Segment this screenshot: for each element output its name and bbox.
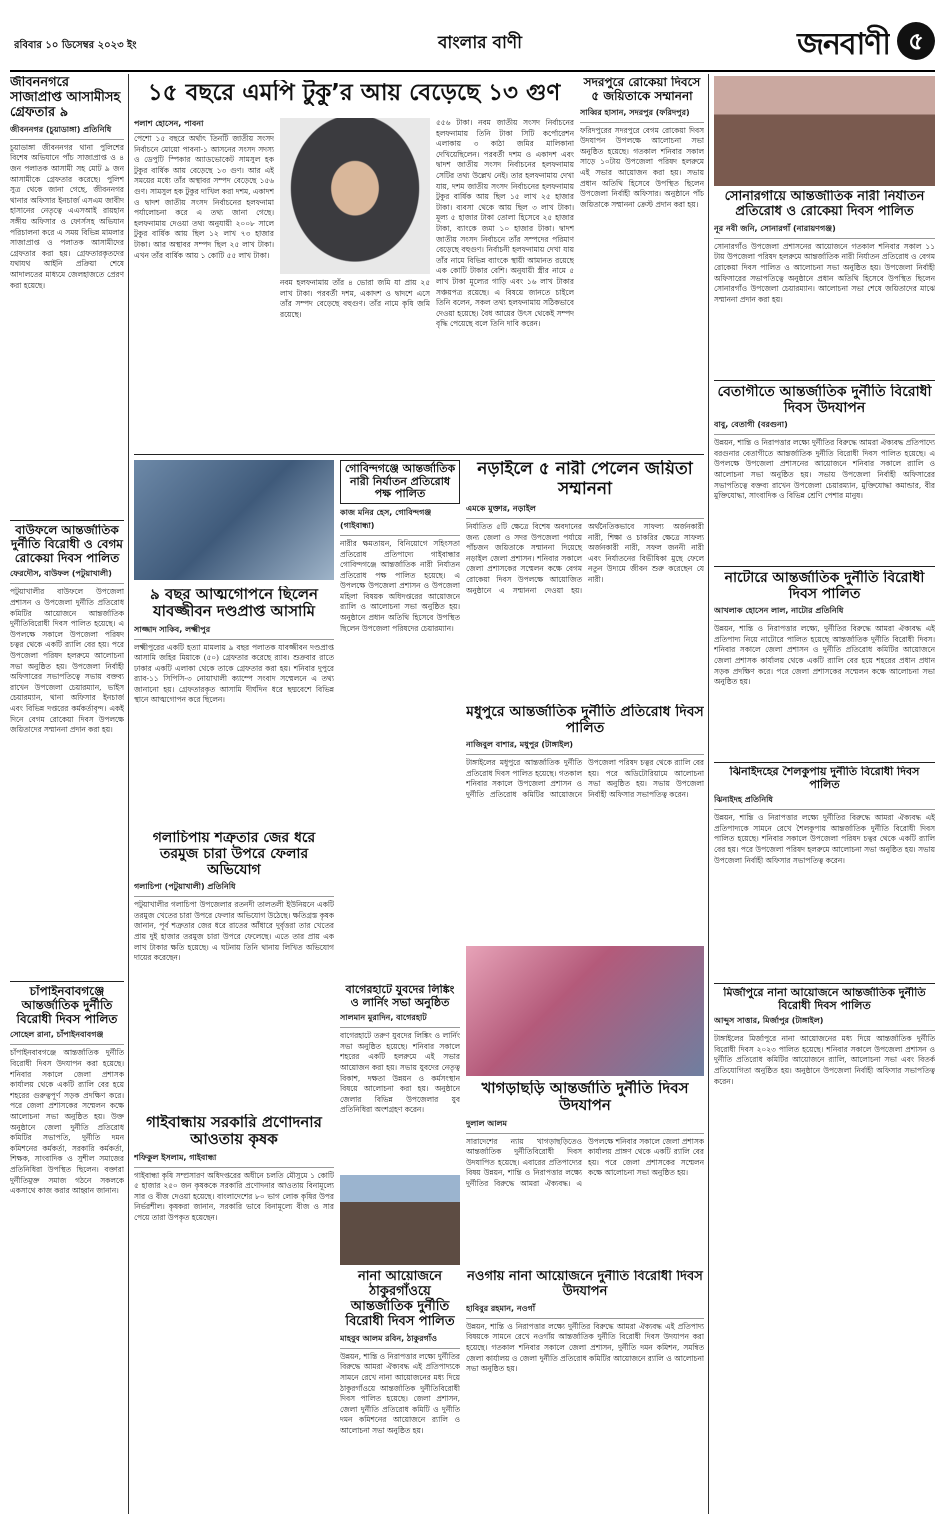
column-divider [128,74,129,1514]
article-body: গাইবান্ধা কৃষি সম্প্রসারণ অধিদপ্তরের অধীনে চলতি মৌসুমে ১ কোটি ৫ হাজার ২৫০ জন কৃষককে সরকারি প্রণোদনার আওতায় বিনামূল্যে সার ও বীজ দেওয়া হয়েছে। বাংলাদেশের ৮০ ভাগ লোক কৃষির উপর নির্ভরশীল। কৃষকরা জানান, সরকারি ভাবে বিনামূল্যে বীজ ও সার পেয়ে তারা উপকৃত হয়েছেন। [134,1170,334,1222]
headline: বাউফলে আন্তর্জাতিক দুর্নীতি বিরোধী ও বেগম রোকেয়া দিবস পালিত [11,524,123,565]
byline: সালমান মুরাদিন, বাগেরহাট [340,1012,460,1028]
byline: নাজিবুল বাশার, মধুপুর (টাঙ্গাইল) [466,739,704,755]
lead-col-2: ৫৫৬ টাকা। নবম জাতীয় সংসদ নির্বাচনের হলফনামায় তিনি টাকা সিটি কর্পোরেশন এলাকায় ৩ কাঠা জমির মালিকানা দেখিয়েছিলেন। পরবর্তী দশম ও একাদশ এবং দ্বাদশ জাতীয় সংসদ নির্বাচনের হলফনামায় সেটির তথ্য উল্লেখ নেই। তার হলফনামায় দেখা যায়, দশম জাতীয় সংসদ নির্বাচনের হলফনামায় টুকুর বার্ষিক আয় ছিল ১৫ লাখ ২৫ হাজার টাকা। ব্যবসা থেকে আয় ছিল ৩ লাখ টাকা। মূল্য ৫ হাজার টাকা তোলা হিসেবে ২৫ হাজার টাকা, ব্যাংকে জমা ১০ হাজার টাকা। দ্বাদশ জাতীয় সংসদ নির্বাচনে তাঁর সম্পদের পরিমাণ বেড়েছে বহুগুণ। নির্বাচনী হলফনামায় দেখা যায় তাঁর নামে বিভিন্ন ব্যাংকে স্থায়ী আমানত রয়েছে এক কোটি টাকার বেশি। অনুযায়ী স্ত্রীর নামে ৫ লাখ টাকা মূল্যের গাড়ি এবং ১৬ লাখ টাকার সঞ্চয়পত্র রয়েছে। এ বিষয়ে জানতে চাইলে তিনি বলেন, সকল তথ্য হলফনামায় সঠিকভাবে দেওয়া হয়েছে। বৈধ আয়ের উৎস থেকেই সম্পদ বৃদ্ধি পেয়েছে বলে তিনি দাবি করেন। [436,118,574,329]
masthead-section: বাংলার বাণী [437,33,523,53]
headline: বাগেরহাটে যুবদের লিঙ্কিং ও লার্নিং সভা অনুষ্ঠিত [345,984,455,1009]
byline: দুলাল আলম [466,1118,704,1134]
article-mirzapur [714,987,935,1515]
article-gobindaganj [340,460,460,980]
headline: ঝিনাইদহের শৈলকুপায় দুর্নীতি বিরোধী দিবস পালিত [729,766,920,791]
article-body: বাগেরহাটে তরুণ যুবদের লিঙ্কিং ও লার্নিং সভা অনুষ্ঠিত হয়েছে। শনিবার সকালে শহরের একটি হলরুমে এই সভার আয়োজন করা হয়। সভায় যুবদের নেতৃত্ব বিকাশ, দক্ষতা উন্নয়ন ও কর্মসংস্থান বিষয়ে আলোচনা করা হয়। অনুষ্ঠানে জেলার বিভিন্ন উপজেলার যুব প্রতিনিধিরা অংশগ্রহণ করেন। [340,1031,460,1115]
article-divider [714,566,935,567]
article-shailkupa [714,766,935,981]
article-body: সোনারগাঁও উপজেলা প্রশাসনের আয়োজনে গতকাল শনিবার সকাল ১১ টায় উপজেলা পরিষদ হলরুমে আন্তর্জাতিক নারী নির্যাতন প্রতিরোধ ও বেগম রোকেয়া দিবস পালিত ও আলোচনা সভা অনুষ্ঠিত হয়। উপজেলা নির্বাহী অফিসারের সভাপতিত্বে অনুষ্ঠানে প্রধান অতিথি হিসেবে উপস্থিত ছিলেন সোনারগাঁও উপজেলা চেয়ারম্যান। আলোচনা সভা শেষে জয়িতাদের মাঝে সম্মাননা প্রদান করা হয়। [714,241,935,304]
headline: নড়াইলে ৫ নারী পেলেন জয়িতা সম্মাননা [477,460,693,499]
article-divider [10,520,124,521]
article-jibannagar [10,76,124,518]
article-divider [134,454,704,455]
article-khagrachari [466,1080,704,1260]
byline: শফিকুল ইসলাম, গাইবান্ধা [134,1152,334,1168]
masthead-date: রবিবার ১০ ডিসেম্বর ২০২৩ ইং [14,40,137,51]
article-body: পটুয়াখালীর গলাচিপা উপজেলার রতনদী তালতলী ইউনিয়নে একটি তরমুজ খেতের চারা উপরে ফেলার অভিযোগ উঠেছে। ক্ষতিগ্রস্ত কৃষক জানান, পূর্ব শত্রুতার জের ধরে রাতের আঁধারে দুর্বৃত্তরা তার খেতের প্রায় দুই হাজার তরমুজ চারা উপরে ফেলেছে। এতে তার প্রায় এক লাখ টাকার ক্ষতি হয়েছে। এ ঘটনায় তিনি থানায় লিখিত অভিযোগ দায়ের করেছেন। [134,900,334,963]
byline: এমকে মুক্তার, নড়াইল [466,503,704,519]
article-body: নির্যাতিত ৫টি ক্ষেত্রে বিশেষ অবদানের জন্য জেলা ও সদর উপজেলা পর্যায়ে পাঁচজন জয়িতাকে সম্মাননা দিয়েছে নড়াইল জেলা প্রশাসন। শনিবার সকালে জেলা প্রশাসকের সম্মেলন কক্ষে বেগম রোকেয়া দিবস উপলক্ষে আয়োজিত অনুষ্ঠানে এ সম্মাননা দেওয়া হয়। অর্থনৈতিকভাবে সাফল্য অর্জনকারী নারী, শিক্ষা ও চাকরির ক্ষেত্রে সাফল্য অর্জনকারী নারী, সফল জননী নারী এবং নির্যাতনের বিভীষিকা মুছে ফেলে নতুন উদ্যমে জীবন শুরু করেছেন যে নারী। [466,522,704,595]
masthead [0,0,945,70]
headline: গলাচিপায় শত্রুতার জের ধরে তরমুজ চারা উপরে ফেলার অভিযোগ [152,830,316,879]
byline: আখলাক হোসেন লাল, নাটোর প্রতিনিধি [714,605,935,621]
article-betagi [714,384,935,564]
news-photo-arrest [134,460,334,580]
byline: পলাশ হোসেন, পাবনা [134,118,274,134]
lead-col-1: পেশো ১৫ বছরে অর্থাৎ তিনটি জাতীয় সংসদ নির্বাচনে মোয়ো পাবনা-১ আসনের সংসদ সদস্য ও ডেপুটি স্পিকার অ্যাডভোকেট সামসুল হক টুকুর বার্ষিক আয় বেড়েছে ১৩ গুণ। আর এই সময়ের মধ্যে তাঁর অস্থাবর সম্পদ বেড়েছে ১৫৬ গুণ। সামসুল হক টুকুর দাখিল করা দশম, একাদশ ও দ্বাদশ জাতীয় সংসদ নির্বাচনের হলফনামা পর্যালোচনা করে এ তথ্য জানা গেছে। হলফনামায় দেওয়া তথ্য অনুযায়ী ২০০৮ সালে টুকুর বার্ষিক আয় ছিল ১২ লাখ ৭৩ হাজার টাকা। আর অস্থাবর সম্পদ ছিল ২৫ লাখ টাকা। এখন তাঁর বার্ষিক আয় ১ কোটি ৫৫ লাখ টাকা। [134,134,274,260]
article-body: চাঁপাইনবাবগঞ্জে আন্তর্জাতিক দুর্নীতি বিরোধী দিবস উদযাপন করা হয়েছে। শনিবার সকালে জেলা প্রশাসক কার্যালয় থেকে একটি র‍্যালি বের হয়ে শহরের গুরুত্বপূর্ণ সড়ক প্রদক্ষিণ করে। পরে জেলা প্রশাসকের সম্মেলন কক্ষে আলোচনা সভা অনুষ্ঠিত হয়। উক্ত অনুষ্ঠানে জেলা দুর্নীতি প্রতিরোধ কমিটির সভাপতি, দুর্নীতি দমন কমিশনের কর্মকর্তা, সরকারি কর্মকর্তা, শিক্ষক, সাংবাদিক ও সুশীল সমাজের প্রতিনিধিরা উপস্থিত ছিলেন। বক্তারা দুর্নীতিমুক্ত সমাজ গঠনে সকলকে একসাথে কাজ করার আহ্বান জানান। [10,1048,124,1196]
headline: সদরপুরে রোকেয়া দিবসে ৫ জয়িতাকে সম্মাননা [583,76,701,103]
headline: খাগড়াছড়ি আন্তর্জাতি দুর্নীতি দিবস উদযাপন [481,1080,689,1115]
byline: আব্দুস সাত্তার, মির্জাপুর (টাঙ্গাইল) [714,1015,935,1031]
headline: গোবিন্দগঞ্জে আন্তর্জাতিক নারী নির্যাতন প্রতিরোধ পক্ষ পালিত [340,460,460,504]
byline: ফেরদৌস, বাউফল (পটুয়াখালী) [10,568,124,584]
article-bagerhat [340,984,460,1169]
page-number: ৫ [897,22,935,60]
article-divider [714,762,935,763]
article-body: নারীর ক্ষমতায়ন, বিনিয়োগে সহিংসতা প্রতিরোধ প্রতিপাদ্যে গাইবান্ধার গোবিন্দগঞ্জে আন্তর্জাতিক নারী নির্যাতন প্রতিরোধ পক্ষ পালিত হয়েছে। এ উপলক্ষে উপজেলা প্রশাসন ও উপজেলা মহিলা বিষয়ক অধিদপ্তরের আয়োজনে র‍্যালি ও আলোচনা সভা অনুষ্ঠিত হয়। অনুষ্ঠানে প্রধান অতিথি হিসেবে উপস্থিত ছিলেন উপজেলা পরিষদের চেয়ারম্যান। [340,538,460,633]
article-divider [714,983,935,984]
article-body: টাঙ্গাইলের মির্জাপুরে নানা আয়োজনের মধ্য দিয়ে আন্তর্জাতিক দুর্নীতি বিরোধী দিবস ২০২৩ পালিত হয়েছে। শনিবার সকালে উপজেলা প্রশাসন ও দুর্নীতি প্রতিরোধ কমিটির আয়োজনে র‍্যালি, আলোচনা সভা এবং বিতর্ক প্রতিযোগিতা অনুষ্ঠিত হয়। অনুষ্ঠানে উপজেলা নির্বাহী অফিসার সভাপতিত্ব করেন। [714,1034,935,1086]
article-lakshmipur [134,586,334,826]
masthead-rule [10,70,935,72]
lead-col-photo-under: নবম হলফনামায় তাঁর ৪ ভোরা জমি যা প্রায় ২৫ লাখ টাকা। পরবর্তী দশম, একাদশ ও দ্বাদশে এসে তাঁর সম্পদ বেড়েছে বহুগুণ। তাঁর নামে কৃষি জমি রয়েছে। [280,278,430,319]
article-body: চুয়াডাঙ্গা জীবননগর থানা পুলিশের বিশেষ অভিযানে পাঁচ সাজাপ্রাপ্ত ও ৪ জন পলাতক আসামী সহ মোট ৯ জন আসামীকে গ্রেফতার করেছে। পুলিশ সুত্র থেকে জানা গেছে, জীবননগর থানার অফিসার ইনচার্জ এসএম জাবীদ হাসানের নেতৃত্বে এএসআই রায়হান সঙ্গীয় অফিসার ও ফোর্সসহ অভিযান পরিচালনা করে এ সময় বিভিন্ন মামলার সাজাপ্রাপ্ত ও পলাতক আসামীদের গ্রেফতার করা হয়। গ্রেফতারকৃতদের যথাযথ আইনি প্রক্রিয়া শেষে আদালতের মাধ্যমে জেলহাজতে প্রেরণ করা হয়েছে। [10,142,124,290]
article-gaibandha [134,1114,334,1514]
byline: গলাচিপা (পটুয়াখালী) প্রতিনিধি [134,881,334,897]
article-chapainawabganj [10,985,124,1515]
byline: সাব্বির হাসান, সদরপুর (ফরিদপুর) [580,107,704,123]
article-bauphal [10,524,124,979]
byline: বাবু, বেতাগী (বরগুনা) [714,419,935,435]
article-body: লক্ষ্মীপুরের একটি হত্যা মামলায় ৯ বছর পলাতক যাবজ্জীবন দণ্ডপ্রাপ্ত আসামি জহির মিয়াকে (৫০) গ্রেফতার করেছে র‍্যাব। শুক্রবার রাতে ঢাকার একটি এলাকা থেকে তাকে গ্রেফতার করা হয়। শনিবার দুপুরে র‍্যাব-১১ সিপিসি-৩ নোয়াখালী ক্যাম্পে সংবাদ সম্মেলনে এ তথ্য জানানো হয়। গ্রেফতারকৃত আসামি দীর্ঘদিন ধরে ছদ্মবেশে বিভিন্ন স্থানে আত্মগোপন করে ছিলেন। [134,642,334,705]
headline: চাঁপাইনবাবগঞ্জে আন্তর্জাতিক দুর্নীতি বিরোধী দিবস পালিত [16,985,118,1026]
headline: নানা আয়োজনে ঠাকুরগাঁওয়ে আন্তর্জাতিক দুর্নীতি বিরোধী দিবস পালিত [345,1270,455,1329]
article-thakurgaon [340,1270,460,1515]
byline: হাবিবুর রহমান, নওগাঁ [466,1303,704,1319]
lead-story [134,118,574,450]
byline: জীবননগর (চুয়াডাঙ্গা) প্রতিনিধি [10,124,124,140]
headline: বেতাগীতে আন্তর্জাতিক দুর্নীতি বিরোধী দিবস উদযাপন [717,384,932,417]
article-body: পটুয়াখালীর বাউফলে উপজেলা প্রশাসন ও উপজেলা দুর্নীতি প্রতিরোধ কমিটির আয়োজনে আন্তর্জাতিক দুর্নীতিবিরোধী দিবস পালিত হয়েছে। এ উপলক্ষে সকালে উপজেলা পরিষদ চত্বর থেকে একটি র‍্যালি বের হয়। পরে উপজেলা পরিষদ হলরুমে আলোচনা সভা অনুষ্ঠিত হয়। উপজেলা নির্বাহী অফিসারের সভাপতিত্বে সভায় বক্তব্য রাখেন উপজেলা চেয়ারম্যান, ভাইস চেয়ারম্যান, থানা অফিসার ইনচার্জ এবং বিভিন্ন দপ্তরের কর্মকর্তাবৃন্দ। একই দিনে বেগম রোকেয়া দিবস উপলক্ষে জয়িতাদের সম্মাননা প্রদান করা হয়। [10,587,124,735]
article-narail [466,460,704,700]
article-sadarpur-rokeya [580,76,704,451]
column-divider [708,74,709,1514]
article-body: উন্নয়ন, শান্তি ও নিরাপত্তার লক্ষ্যে দুর্নীতির বিরুদ্ধে আমরা ঐক্যবদ্ধ প্রতিপাদ্যে বরগুনার বেতাগীতে আন্তর্জাতিক দুর্নীতি বিরোধী দিবস পালিত হয়েছে। এ উপলক্ষে উপজেলা প্রশাসনের আয়োজনে শনিবার সকালে র‍্যালি ও আলোচনা সভা অনুষ্ঠিত হয়। সভায় উপজেলা নির্বাহী অফিসারের সভাপতিত্বে বক্তব্য রাখেন উপজেলা চেয়ারম্যান, মুক্তিযোদ্ধা কমান্ডার, বীর মুক্তিযোদ্ধা, সাংবাদিক ও বিভিন্ন শ্রেণি পেশার মানুষ। [714,438,935,501]
article-body: ফরিদপুরের সদরপুরে বেগম রোকেয়া দিবস উদযাপন উপলক্ষে আলোচনা সভা অনুষ্ঠিত হয়েছে। গতকাল শনিবার সকাল সাড়ে ১০টায় উপজেলা পরিষদ হলরুমে এই সভার আয়োজন করা হয়। সভায় প্রধান অতিথি হিসেবে উপস্থিত ছিলেন উপজেলা নির্বাহী অফিসার। অনুষ্ঠানে পাঁচ জয়িতাকে সম্মাননা ক্রেস্ট প্রদান করা হয়। [580,125,704,209]
headline: ৯ বছর আত্মগোপনে ছিলেন যাবজ্জীবন দণ্ডপ্রাপ্ত আসামি [150,586,318,621]
headline: সোনারগাঁয়ে আন্তর্জাতিক নারী নির্যাতন প্রতিরোধ ও রোকেয়া দিবস পালিত [724,190,925,219]
lead-photo [280,118,430,274]
headline: মির্জাপুরে নানা আয়োজনে আন্তর্জাতিক দুর্নীতি বিরোধী দিবস পালিত [723,987,926,1012]
masthead-brand: জনবাণী [797,27,890,62]
article-body: উন্নয়ন, শান্তি ও নিরাপত্তার লক্ষ্যে দুর্নীতির বিরুদ্ধে আমরা ঐক্যবদ্ধ এই প্রতিপাদ্যকে সামনে রেখে শৈলকুপায় আন্তর্জাতিক দুর্নীতি বিরোধী দিবস পালিত হয়েছে। শনিবার সকালে উপজেলা পরিষদ চত্বর থেকে একটি র‍্যালি বের হয়। পরে উপজেলা পরিষদ হলরুমে আলোচনা সভা অনুষ্ঠিত হয়। সভায় উপজেলা নির্বাহী অফিসার সভাপতিত্ব করেন। [714,813,935,865]
headline: নওগাঁয় নানা আয়োজনে দুর্নীতি বিরোধী দিবস উদযাপন [467,1270,703,1299]
byline: কাজ মনির হেস, গোবিন্দগঞ্জ (গাইবান্ধা) [340,507,460,536]
news-photo-sonargaon [714,76,935,186]
headline: জীবননগরে সাজাপ্রাপ্ত আসামীসহ গ্রেফতার ৯ [10,76,121,120]
article-divider [714,380,935,381]
article-body: সারাদেশের ন্যায় খাগড়াছড়িতেও আন্তর্জাতিক দুর্নীতিবিরোধী দিবস উদযাপিত হয়েছে। এবারের প্রতিপাদ্যের বিষয় উন্নয়ন, শান্তি ও নিরাপত্তার লক্ষ্যে দুর্নীতির বিরুদ্ধে আমরা ঐক্যবদ্ধ। এ উপলক্ষে শনিবার সকালে জেলা প্রশাসক কার্যালয় প্রাঙ্গণ থেকে একটি র‍্যালি বের হয়। পরে জেলা প্রশাসকের সম্মেলন কক্ষে আলোচনা সভা অনুষ্ঠিত হয়। [466,1136,704,1188]
article-naogaon-story [466,1270,704,1515]
article-body: টাঙ্গাইলের মধুপুরে আন্তর্জাতিক দুর্নীতি প্রতিরোধ দিবস পালিত হয়েছে। গতকাল শনিবার সকালে উপজেলা প্রশাসন ও দুর্নীতি প্রতিরোধ কমিটির আয়োজনে উপজেলা পরিষদ চত্বর থেকে র‍্যালি বের হয়। পরে অডিটোরিয়ামে আলোচনা সভা অনুষ্ঠিত হয়। সভায় উপজেলা নির্বাহী অফিসার সভাপতিত্ব করেন। [466,758,704,799]
headline: গাইবান্ধায় সরকারি প্রণোদনার আওতায় কৃষক [146,1114,322,1149]
news-photo-thakurgaon [340,1175,460,1265]
article-natore [714,570,935,760]
article-madhupur [466,704,704,942]
byline: সোহেল রানা, চাঁপাইনবাবগঞ্জ [10,1029,124,1045]
article-body: উন্নয়ন, শান্তি ও নিরাপত্তার লক্ষ্যে, দুর্নীতির বিরুদ্ধে আমরা ঐক্যবদ্ধ এই প্রতিপাদ্য নিয়ে নাটোরে পালিত হয়েছে আন্তর্জাতিক দুর্নীতি বিরোধী দিবস। শনিবার সকালে জেলা প্রশাসন ও দুর্নীতি প্রতিরোধ কমিটির আয়োজনে জেলা প্রশাসক কার্যালয় থেকে একটি র‍্যালি বের হয়ে শহরের প্রধান প্রধান সড়ক প্রদক্ষিণ করে। পরে জেলা প্রশাসকের সম্মেলন কক্ষে আলোচনা সভা অনুষ্ঠিত হয়। [714,624,935,687]
byline: নূর নবী জনি, সোনারগাঁ (নারায়ণগঞ্জ) [714,223,935,239]
byline: সাজ্জাদ সাকিব, লক্ষ্মীপুর [134,624,334,640]
article-body: উন্নয়ন, শান্তি ও নিরাপত্তার লক্ষ্যে দুর্নীতির বিরুদ্ধে আমরা ঐক্যবদ্ধ এই প্রতিপাদ্যকে সামনে রেখে নানা আয়োজনের মধ্য দিয়ে ঠাকুরগাঁওয়ে আন্তর্জাতিক দুর্নীতিবিরোধী দিবস পালিত হয়েছে। জেলা প্রশাসন, জেলা দুর্নীতি প্রতিরোধ কমিটি ও দুর্নীতি দমন কমিশনের আয়োজনে র‍্যালি ও আলোচনা সভা অনুষ্ঠিত হয়। [340,1351,460,1435]
news-photo-khagrachari [466,946,704,1076]
article-body: উন্নয়ন, শান্তি ও নিরাপত্তার লক্ষ্যে দুর্নীতির বিরুদ্ধে আমরা ঐক্যবদ্ধ এই প্রতিপাদ্য বিষয়কে সামনে রেখে নওগাঁয় আন্তর্জাতিক দুর্নীতি বিরোধী দিবস উদযাপন করা হয়েছে। গতকাল শনিবার সকালে জেলা প্রশাসন, দুর্নীতি দমন কমিশন, সমন্বিত জেলা কার্যালয় ও জেলা দুর্নীতি প্রতিরোধ কমিটির আয়োজনে র‍্যালি ও আলোচনা সভা অনুষ্ঠিত হয়। [466,1321,704,1374]
headline: নাটোরে আন্তর্জাতিক দুর্নীতি বিরোধী দিবস পালিত [724,570,925,603]
byline: ঝিনাইদহ প্রতিনিধি [714,794,935,810]
lead-headline: ১৫ বছরে এমপি টুকু’র আয় বেড়েছে ১৩ গুণ [147,80,561,106]
article-sonargaon [714,190,935,378]
article-galachipa [134,830,334,1110]
byline: মাহবুব আলম রবিন, ঠাকুরগাঁও [340,1333,460,1349]
headline: মধুপুরে আন্তর্জাতিক দুর্নীতি প্রতিরোধ দিবস পালিত [466,704,704,737]
article-divider [10,981,124,982]
